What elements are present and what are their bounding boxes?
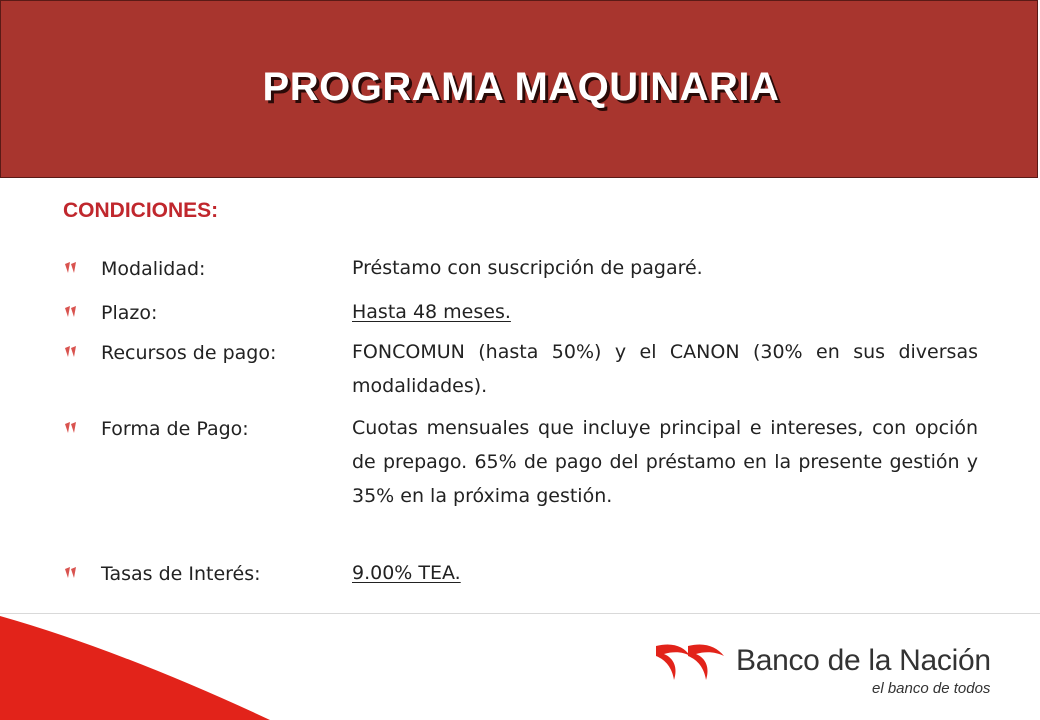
section-heading: CONDICIONES: xyxy=(63,199,219,222)
bank-logo xyxy=(654,636,1014,712)
logo-tagline: el banco de todos xyxy=(872,680,991,697)
condition-label: Recursos de pago: xyxy=(101,342,277,364)
condition-label: Forma de Pago: xyxy=(101,418,249,440)
condition-value: FONCOMUN (hasta 50%) y el CANON (30% en sus diversas modalidades). xyxy=(352,341,978,397)
page-title: PROGRAMA MAQUINARIA xyxy=(262,65,780,109)
title-banner xyxy=(0,0,1038,178)
double-chevron-icon xyxy=(64,421,82,435)
condition-value: Préstamo con suscripción de pagaré. xyxy=(352,257,703,279)
logo-name: Banco de la Nación xyxy=(736,644,991,677)
condition-value: Hasta 48 meses. xyxy=(352,301,511,323)
corner-swoosh-decoration xyxy=(0,600,280,720)
condition-value: Cuotas mensuales que incluye principal e intereses, con opción de prepago. 65% de pago del préstamo en la presente gestión y 35% en la próxima gestión. xyxy=(352,417,978,507)
double-chevron-icon xyxy=(64,566,82,580)
double-chevron-icon xyxy=(64,261,82,275)
condition-label: Plazo: xyxy=(101,302,158,324)
condition-label: Tasas de Interés: xyxy=(101,563,261,585)
condition-value: 9.00% TEA. xyxy=(352,562,461,584)
double-chevron-icon xyxy=(64,345,82,359)
double-chevron-icon xyxy=(64,305,82,319)
condition-label: Modalidad: xyxy=(101,258,206,280)
banco-de-la-nacion-logo-icon xyxy=(654,640,728,690)
